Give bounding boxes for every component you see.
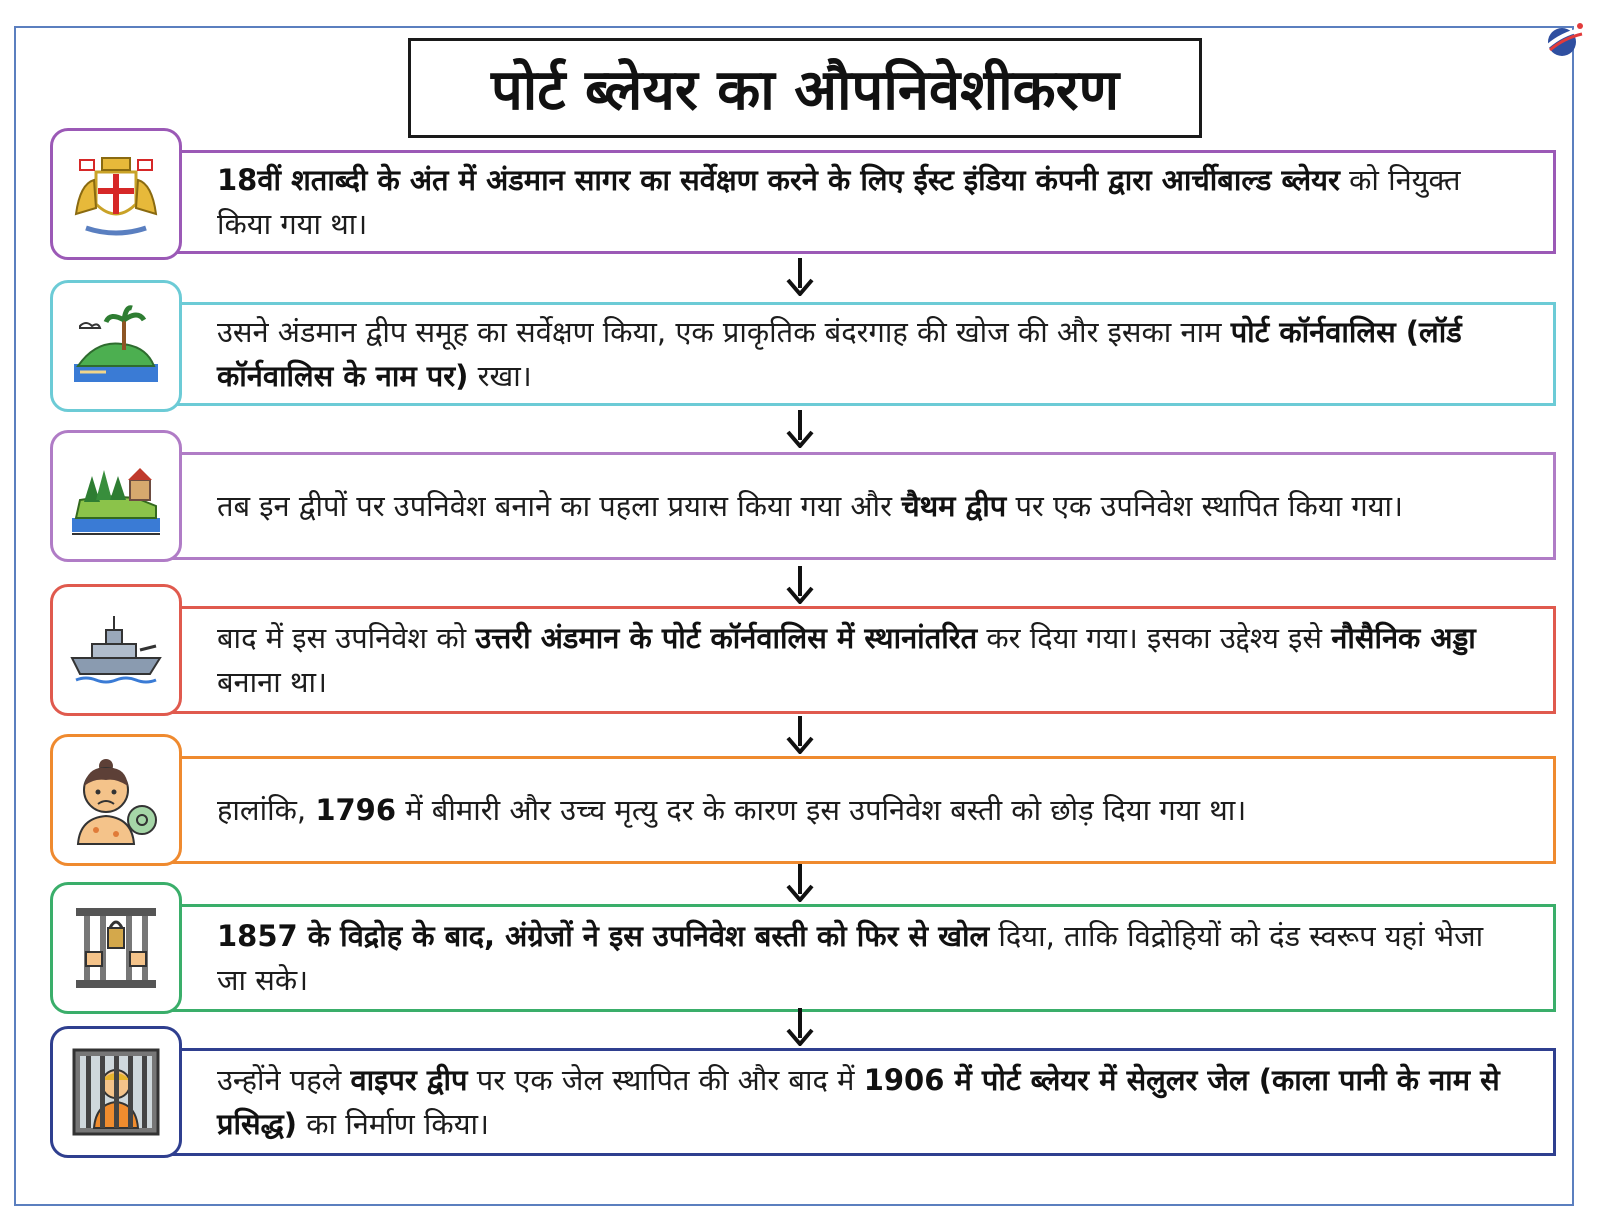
icon-box [50, 430, 182, 562]
step-box [150, 150, 1556, 254]
sick-person-icon [66, 750, 166, 850]
body-text: में बीमारी और उच्च मृत्यु दर के कारण इस उपनिवेश बस्ती को छोड़ दिया गया था। [396, 793, 1247, 827]
coat-of-arms-icon [66, 144, 166, 244]
icon-box [50, 584, 182, 716]
highlight-text: चैथम द्वीप [901, 489, 1007, 523]
icon-box [50, 128, 182, 260]
body-text: उसने अंडमान द्वीप समूह का सर्वेक्षण किया, एक प्राकृतिक बंदरगाह की खोज की और इसका नाम [217, 315, 1231, 349]
body-text: रखा। [468, 359, 532, 393]
forest-island-icon [66, 446, 166, 546]
highlight-text: नौसैनिक अड्डा [1331, 621, 1476, 655]
step-box [150, 756, 1556, 864]
step-box [150, 1048, 1556, 1156]
title-box [408, 38, 1202, 138]
step-text [217, 484, 1403, 528]
body-text: दिया, ताकि विद्रोहियों को दंड स्वरूप यहां भेजा जा सके। [217, 919, 1484, 997]
highlight-text: 1796 [315, 793, 397, 827]
body-text: उन्होंने पहले [217, 1063, 351, 1097]
step-box [150, 904, 1556, 1012]
down-arrow-icon [786, 1008, 814, 1046]
icon-box [50, 734, 182, 866]
naval-ship-icon [66, 600, 166, 700]
step-text [217, 310, 1517, 398]
step-text [217, 914, 1517, 1002]
body-text: का निर्माण किया। [297, 1107, 490, 1141]
step-box [150, 302, 1556, 406]
step-text [217, 158, 1517, 246]
highlight-text: उत्तरी अंडमान के पोर्ट कॉर्नवालिस में स्थानांतरित [475, 621, 978, 655]
highlight-text: 1857 के विद्रोह के बाद, अंग्रेजों ने इस उपनिवेश बस्ती को फिर से खोल [217, 919, 990, 953]
page-title: पोर्ट ब्लेयर का औपनिवेशीकरण [490, 58, 1120, 123]
icon-box [50, 1026, 182, 1158]
step-box [150, 452, 1556, 560]
body-text: हालांकि, [217, 793, 316, 827]
down-arrow-icon [786, 258, 814, 296]
highlight-text: 1906 में पोर्ट ब्लेयर में सेलुलर जेल (काला पानी के नाम से प्रसिद्ध) [217, 1063, 1500, 1141]
down-arrow-icon [786, 716, 814, 754]
icon-box [50, 882, 182, 1014]
highlight-text: वाइपर द्वीप [350, 1063, 468, 1097]
body-text: बनाना था। [217, 665, 328, 699]
down-arrow-icon [786, 864, 814, 902]
step-text [217, 788, 1246, 832]
down-arrow-icon [786, 566, 814, 604]
prisoner-icon [66, 1042, 166, 1142]
body-text: बाद में इस उपनिवेश को [217, 621, 476, 655]
body-text: कर दिया गया। इसका उद्देश्य इसे [977, 621, 1332, 655]
highlight-text: पोर्ट कॉर्नवालिस (लॉर्ड कॉर्नवालिस के नाम पर) [217, 315, 1462, 393]
body-text: पर एक जेल स्थापित की और बाद में [467, 1063, 864, 1097]
down-arrow-icon [786, 410, 814, 448]
brand-logo-icon [1540, 16, 1588, 64]
island-icon [66, 296, 166, 396]
step-box [150, 606, 1556, 714]
step-text [217, 616, 1517, 704]
icon-box [50, 280, 182, 412]
body-text: पर एक उपनिवेश स्थापित किया गया। [1006, 489, 1404, 523]
prison-bars-icon [66, 898, 166, 998]
body-text: को नियुक्त किया गया था। [217, 163, 1461, 241]
step-text [217, 1058, 1517, 1146]
highlight-text: 18वीं शताब्दी के अंत में अंडमान सागर का सर्वेक्षण करने के लिए ईस्ट इंडिया कंपनी द्वारा आर्चीबाल्ड ब्लेयर [217, 163, 1340, 197]
body-text: तब इन द्वीपों पर उपनिवेश बनाने का पहला प्रयास किया गया और [217, 489, 902, 523]
